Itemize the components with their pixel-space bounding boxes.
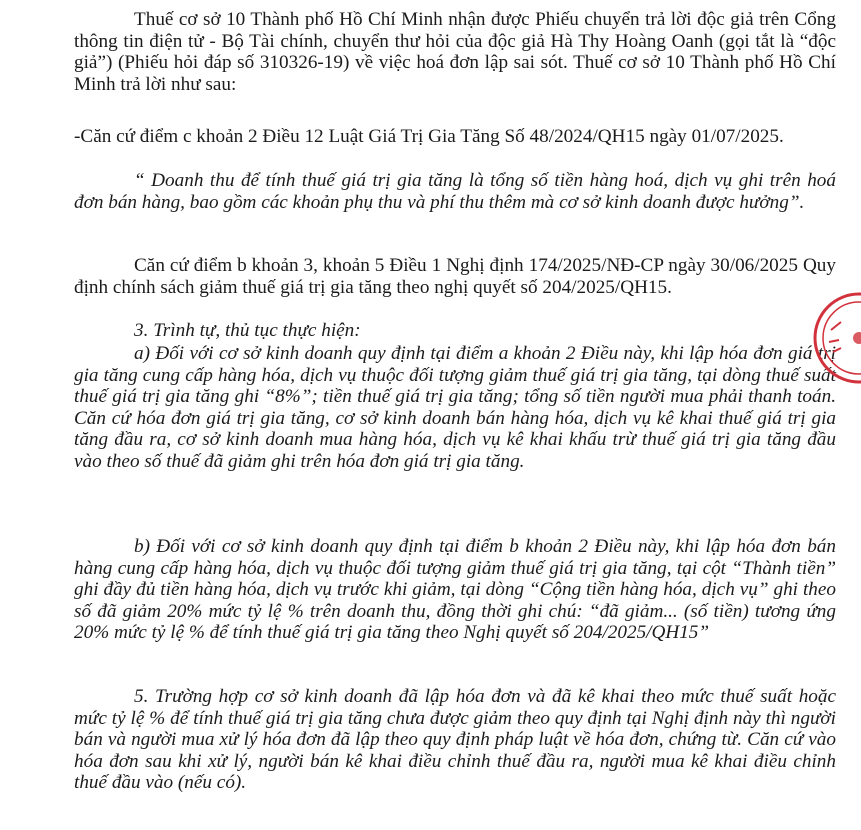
intro-paragraph: Thuế cơ sở 10 Thành phố Hồ Chí Minh nhận được Phiếu chuyển trả lời độc giả trên Cổng thông tin điện tử - Bộ Tài chính, chuyển thư hỏi của độc giả Hà Thy Hoàng Oanh (gọi tắt là “độc giả”) (Phiếu hỏi đáp số 310326-19) về việc hoá đơn lập sai sót. Thuế cơ sở 10 Thành phố Hồ Chí Minh trả lời như sau: [74,9,836,95]
procedure-item-b: b) Đối với cơ sở kinh doanh quy định tại điểm b khoản 2 Điều này, khi lập hóa đơn bán hàng cung cấp hàng hóa, dịch vụ thuộc đối tượng giảm thuế giá trị gia tăng, tại cột “Thành tiền” ghi đầy đủ tiền hàng hóa, dịch vụ trước khi giảm, tại dòng “Cộng tiền hàng hóa, dịch vụ” ghi theo số đã giảm 20% mức tỷ lệ % trên doanh thu, đồng thời ghi chú: “đã giảm... (số tiền) tương ứng 20% mức tỷ lệ % để tính thuế giá trị gia tăng theo Nghị quyết số 204/2025/QH15” [74,536,836,644]
procedure-item-5: 5. Trường hợp cơ sở kinh doanh đã lập hóa đơn và đã kê khai theo mức thuế suất hoặc mức tỷ lệ % để tính thuế giá trị gia tăng chưa được giảm theo quy định tại Nghị định này thì người bán và người mua xử lý hóa đơn đã lập theo quy định pháp luật về hóa đơn, chứng từ. Căn cứ vào hóa đơn sau khi xử lý, người bán kê khai điều chỉnh thuế đầu ra, người mua kê khai điều chỉnh thuế đầu vào (nếu có). [74,686,836,794]
procedure-item-a: a) Đối với cơ sở kinh doanh quy định tại điểm a khoản 2 Điều này, khi lập hóa đơn giá trị gia tăng cung cấp hàng hóa, dịch vụ thuộc đối tượng giảm thuế giá trị gia tăng, tại dòng thuế suất thuế giá trị gia tăng ghi “8%”; tiền thuế giá trị gia tăng; tổng số tiền người mua phải thanh toán. Căn cứ hóa đơn giá trị gia tăng, cơ sở kinh doanh bán hàng hóa, dịch vụ kê khai thuế giá trị gia tăng đầu ra, cơ sở kinh doanh mua hàng hóa, dịch vụ kê khai khấu trừ thuế giá trị gia tăng đầu vào theo số thuế đã giảm ghi trên hóa đơn giá trị gia tăng. [74,343,836,472]
law-quote-paragraph: “ Doanh thu để tính thuế giá trị gia tăng là tổng số tiền hàng hoá, dịch vụ ghi trên hoá đơn bán hàng, bao gồm các khoản phụ thu và phí thu thêm mà cơ sở kinh doanh được hưởng”. [74,170,836,213]
legal-basis-paragraph-2: Căn cứ điểm b khoản 3, khoản 5 Điều 1 Nghị định 174/2025/NĐ-CP ngày 30/06/2025 Quy định chính sách giảm thuế giá trị gia tăng theo nghị quyết số 204/2025/QH15. [74,255,836,298]
red-seal-stamp-icon [811,290,861,386]
procedure-heading: 3. Trình tự, thủ tục thực hiện: [134,320,361,341]
legal-basis-paragraph-1: -Căn cứ điểm c khoản 2 Điều 12 Luật Giá Trị Gia Tăng Số 48/2024/QH15 ngày 01/07/2025. [74,126,784,147]
